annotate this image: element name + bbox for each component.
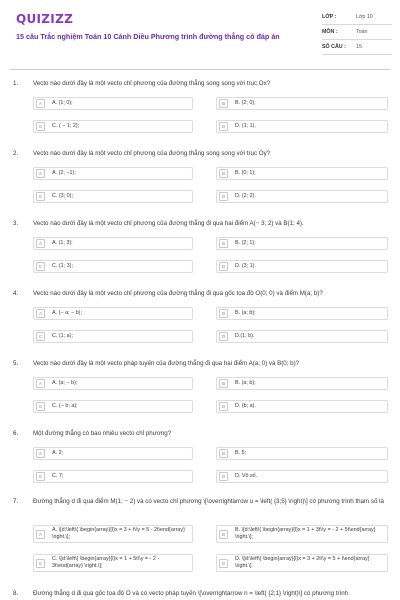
question-text: Vecto nào dưới đây là một vecto chỉ phương của đường thẳng đi qua gốc tọa độ O(0; 0) và điểm M(a; b)? bbox=[33, 290, 323, 297]
option-text: C. (1; 3); bbox=[52, 263, 73, 270]
option-letter-badge: C bbox=[36, 262, 45, 271]
meta-row-subject bbox=[322, 25, 392, 40]
answer-option-a[interactable] bbox=[33, 237, 193, 250]
question-text: Vecto nào dưới đây là một vecto chỉ phương của đường thẳng song song với trục Oy? bbox=[33, 150, 271, 157]
answer-option-c[interactable] bbox=[33, 554, 193, 572]
option-text: C. 7; bbox=[52, 473, 64, 480]
answer-option-c[interactable] bbox=[33, 330, 193, 343]
quizizz-logo: QUIZIZZ bbox=[16, 12, 74, 26]
option-text: C. (3; 0); bbox=[52, 193, 73, 200]
option-letter-badge: B bbox=[219, 309, 228, 318]
option-text: B. (a; b); bbox=[235, 310, 256, 317]
answer-option-a[interactable] bbox=[33, 525, 193, 543]
meta-row-grade bbox=[322, 10, 392, 25]
option-letter-badge: B bbox=[219, 379, 228, 388]
question-number: 7. bbox=[13, 498, 19, 505]
option-text: C. ( − 1; 2); bbox=[52, 123, 80, 130]
meta-row-question-count bbox=[322, 40, 392, 55]
option-text: A. (− a; − b); bbox=[52, 310, 82, 317]
answer-option-a[interactable] bbox=[33, 377, 193, 390]
option-letter-badge: D bbox=[219, 192, 228, 201]
option-text: A. (a; − b); bbox=[52, 380, 78, 387]
option-text: B. (2; 1); bbox=[235, 240, 256, 247]
option-letter-badge: A bbox=[36, 239, 45, 248]
question-text: Đường thẳng d đi qua gốc tọa độ O và có vecto pháp tuyến \[\overrightarrow n = \left( {2;1} \right)\] có phương trình bbox=[33, 590, 349, 597]
answer-option-a[interactable] bbox=[33, 97, 193, 110]
option-text: D. \[d:\left\{ \begin{array}{l}x = 3 + 2t\\y = 5 + t\end{array} \right.\]. bbox=[235, 556, 370, 569]
question-text: Vecto nào dưới đây là một vecto chỉ phương của đường thẳng đi qua hai điểm A(− 3; 2) và B(1; 4). bbox=[33, 220, 304, 227]
answer-option-b[interactable] bbox=[216, 307, 388, 320]
answer-option-d[interactable] bbox=[216, 190, 388, 203]
meta-table bbox=[322, 10, 392, 55]
option-letter-badge: B bbox=[219, 169, 228, 178]
option-text: B. (a; b); bbox=[235, 380, 256, 387]
option-letter-badge: B bbox=[219, 530, 228, 539]
document-title: 15 câu Trắc nghiệm Toán 10 Cánh Diều Phương trình đường thẳng có đáp án bbox=[16, 32, 280, 41]
page-header bbox=[0, 0, 400, 62]
option-letter-badge: C bbox=[36, 472, 45, 481]
answer-option-d[interactable] bbox=[216, 260, 388, 273]
option-letter-badge: D bbox=[219, 472, 228, 481]
answer-option-c[interactable] bbox=[33, 260, 193, 273]
meta-label: MÔN : bbox=[322, 29, 338, 35]
answer-option-d[interactable] bbox=[216, 330, 388, 343]
option-text: D. (2; 2). bbox=[235, 193, 256, 200]
option-letter-badge: B bbox=[219, 449, 228, 458]
option-letter-badge: A bbox=[36, 379, 45, 388]
option-text: D. (1; 1). bbox=[235, 123, 256, 130]
option-letter-badge: B bbox=[219, 239, 228, 248]
question-number: 6. bbox=[13, 430, 19, 437]
option-text: B. (0; 1); bbox=[235, 170, 256, 177]
option-letter-badge: C bbox=[36, 402, 45, 411]
meta-label: SỐ CÂU : bbox=[322, 44, 346, 50]
option-text: D.(1; b). bbox=[235, 333, 255, 340]
question-text: Vecto nào dưới đây là một vecto pháp tuyến của đường thẳng đi qua hai điểm A(a; 0) và B(0; b)? bbox=[33, 360, 300, 367]
option-letter-badge: A bbox=[36, 99, 45, 108]
option-text: A. \[d:\left\{ \begin{array}{l}x = 3 + t\\y = 5 - 2t\end{array} \right.\]; bbox=[52, 527, 185, 540]
answer-option-b[interactable] bbox=[216, 525, 388, 543]
answer-option-c[interactable] bbox=[33, 120, 193, 133]
header-divider bbox=[10, 69, 390, 70]
option-text: A. 2; bbox=[52, 450, 64, 457]
option-letter-badge: C bbox=[36, 122, 45, 131]
question-number: 2. bbox=[13, 150, 19, 157]
option-text: D. (3; 1). bbox=[235, 263, 256, 270]
option-text: B. 5; bbox=[235, 450, 247, 457]
answer-option-d[interactable] bbox=[216, 554, 388, 572]
option-text: D. (b; a). bbox=[235, 403, 256, 410]
question-text: Đường thẳng d đi qua điểm M(1; − 2) và có vecto chỉ phương \[\overrightarrow u = \left( {3;5} \right)\] có phương trình tham số là bbox=[33, 498, 384, 505]
option-text: D. Vô số. bbox=[235, 473, 258, 480]
option-letter-badge: A bbox=[36, 530, 45, 539]
question-number: 5. bbox=[13, 360, 19, 367]
question-number: 3. bbox=[13, 220, 19, 227]
option-letter-badge: B bbox=[219, 99, 228, 108]
meta-value: Lớp 10 bbox=[356, 14, 373, 20]
option-text: C. \[d:\left\{ \begin{array}{l}x = 1 + 5t\\y = - 2 - 3t\end{array} \right.\]; bbox=[52, 556, 160, 569]
meta-value: 15 bbox=[356, 44, 362, 50]
option-text: B. (2; 0); bbox=[235, 100, 256, 107]
option-letter-badge: D bbox=[219, 262, 228, 271]
option-letter-badge: D bbox=[219, 559, 228, 568]
option-letter-badge: D bbox=[219, 402, 228, 411]
option-letter-badge: C bbox=[36, 559, 45, 568]
question-text: Một đường thẳng có bao nhiêu vecto chỉ phương? bbox=[33, 430, 172, 437]
option-letter-badge: D bbox=[219, 332, 228, 341]
answer-option-d[interactable] bbox=[216, 470, 388, 483]
answer-option-b[interactable] bbox=[216, 97, 388, 110]
question-number: 4. bbox=[13, 290, 19, 297]
option-letter-badge: D bbox=[219, 122, 228, 131]
option-letter-badge: C bbox=[36, 192, 45, 201]
question-number: 1. bbox=[13, 80, 19, 87]
option-text: C. (− b; a); bbox=[52, 403, 78, 410]
answer-option-a[interactable] bbox=[33, 167, 193, 180]
answer-option-d[interactable] bbox=[216, 400, 388, 413]
option-text: B. \[d:\left\{ \begin{array}{l}x = 1 + 3t\\y = - 2 + 5t\end{array} \right.\]; bbox=[235, 527, 376, 540]
answer-option-b[interactable] bbox=[216, 447, 388, 460]
option-letter-badge: A bbox=[36, 169, 45, 178]
option-letter-badge: A bbox=[36, 309, 45, 318]
question-text: Vecto nào dưới đây là một vecto chỉ phương của đường thẳng song song với trục Ox? bbox=[33, 80, 271, 87]
meta-label: LỚP : bbox=[322, 14, 337, 20]
answer-option-a[interactable] bbox=[33, 447, 193, 460]
option-letter-badge: A bbox=[36, 449, 45, 458]
answer-option-b[interactable] bbox=[216, 167, 388, 180]
answer-option-c[interactable] bbox=[33, 470, 193, 483]
option-text: A. (1; 3); bbox=[52, 240, 73, 247]
answer-option-c[interactable] bbox=[33, 400, 193, 413]
meta-value: Toán bbox=[356, 29, 368, 35]
answer-option-c[interactable] bbox=[33, 190, 193, 203]
answer-option-a[interactable] bbox=[33, 307, 193, 320]
option-text: C. (1; a); bbox=[52, 333, 73, 340]
answer-option-d[interactable] bbox=[216, 120, 388, 133]
option-letter-badge: C bbox=[36, 332, 45, 341]
option-text: A. (2; −1); bbox=[52, 170, 76, 177]
answer-option-b[interactable] bbox=[216, 377, 388, 390]
option-text: A. (1; 0); bbox=[52, 100, 73, 107]
question-number: 8. bbox=[13, 590, 19, 597]
answer-option-b[interactable] bbox=[216, 237, 388, 250]
